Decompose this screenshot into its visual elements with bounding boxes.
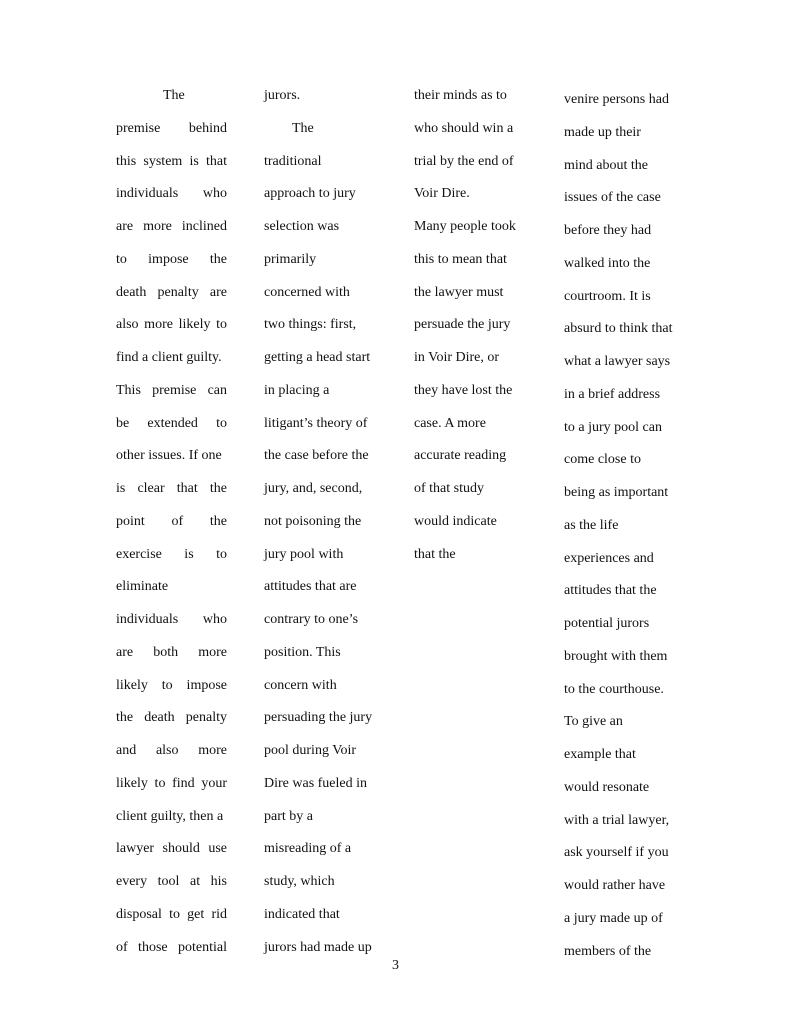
text-line: in Voir Dire, or xyxy=(414,350,500,365)
text-line: walked into the xyxy=(564,255,651,271)
text-line: mind about the xyxy=(564,157,648,173)
text-line: the lawyer must xyxy=(414,284,504,300)
text-line: are both more xyxy=(116,644,227,660)
text-line: and also more xyxy=(116,743,227,758)
text-line: This premise can xyxy=(116,382,227,398)
text-line: the case before the xyxy=(264,448,369,464)
text-line: jury, and, second, xyxy=(264,481,363,496)
text-line: study, which xyxy=(264,874,335,889)
text-line: concerned with xyxy=(264,284,350,300)
text-line: position. This xyxy=(264,644,341,660)
text-line: trial by the end of xyxy=(414,153,514,169)
text-line: pool during Voir xyxy=(264,743,357,758)
text-line: jurors. xyxy=(264,88,301,103)
text-line: eliminate xyxy=(116,579,169,595)
text-line: part by a xyxy=(264,808,313,824)
text-line: getting a head start xyxy=(264,350,371,365)
text-line: they have lost the xyxy=(414,382,513,398)
text-line: persuade the jury xyxy=(414,317,511,333)
text-line: who should win a xyxy=(414,120,514,136)
text-line: indicated that xyxy=(264,906,340,922)
text-line: find a client guilty. xyxy=(116,350,222,365)
text-line: absurd to think that xyxy=(564,321,673,337)
text-line: experiences and xyxy=(564,550,654,566)
text-line: jury pool with xyxy=(264,546,344,562)
text-line: client guilty, then a xyxy=(116,808,224,824)
text-line: death penalty are xyxy=(116,284,227,300)
text-line: this system is that xyxy=(116,153,227,169)
text-line: selection was xyxy=(264,219,340,234)
text-line: misreading of a xyxy=(264,841,352,857)
text-line: jurors had made up xyxy=(264,939,372,955)
text-line: be extended to xyxy=(116,415,227,431)
text-line: come close to xyxy=(564,452,641,468)
text-line: before they had xyxy=(564,223,652,238)
text-line: approach to jury xyxy=(264,186,356,202)
text-line: members of the xyxy=(564,943,652,959)
text-line: primarily xyxy=(264,251,317,267)
text-line: that the xyxy=(414,546,456,562)
text-line: point of the xyxy=(116,513,227,529)
text-line: other issues. If one xyxy=(116,448,222,464)
text-line: of that study xyxy=(414,481,484,496)
text-line: being as important xyxy=(564,485,669,500)
text-line: Many people took xyxy=(414,219,516,234)
text-line: likely to impose xyxy=(116,677,227,693)
text-line: issues of the case xyxy=(564,190,661,206)
text-line: to the courthouse. xyxy=(564,681,664,697)
page-number: 3 xyxy=(392,958,399,973)
text-line: disposal to get rid xyxy=(116,906,227,922)
text-line: ask yourself if you xyxy=(564,845,669,861)
text-line: would resonate xyxy=(564,779,650,795)
text-line: Dire was fueled in xyxy=(264,775,368,791)
text-line: premise behind xyxy=(116,120,227,136)
text-column-1 xyxy=(116,80,227,964)
text-column-3 xyxy=(414,80,526,571)
text-line: of those potential xyxy=(116,939,227,955)
text-line: to impose the xyxy=(116,251,227,267)
text-line: accurate reading xyxy=(414,448,507,464)
text-line: The xyxy=(163,88,185,103)
text-line: individuals who xyxy=(116,186,227,202)
text-line: litigant’s theory of xyxy=(264,415,368,431)
text-line: brought with them xyxy=(564,648,668,664)
text-line: in a brief address xyxy=(564,386,661,402)
text-line: is clear that the xyxy=(116,481,227,496)
text-line: are more inclined xyxy=(116,219,227,234)
text-line: case. A more xyxy=(414,415,486,431)
text-line: concern with xyxy=(264,677,337,693)
text-line: lawyer should use xyxy=(116,841,227,857)
text-line: this to mean that xyxy=(414,251,507,267)
text-line: example that xyxy=(564,747,636,762)
text-line: not poisoning the xyxy=(264,513,362,529)
text-column-4 xyxy=(564,84,684,968)
text-line: what a lawyer says xyxy=(564,354,671,369)
text-line: also more likely to xyxy=(116,317,227,333)
text-line: a jury made up of xyxy=(564,910,663,926)
text-line: made up their xyxy=(564,124,641,140)
text-column-2 xyxy=(264,80,382,964)
text-line: would indicate xyxy=(414,513,497,529)
text-line: two things: first, xyxy=(264,317,357,333)
text-line: courtroom. It is xyxy=(564,288,651,304)
text-line: attitudes that are xyxy=(264,579,357,595)
text-line: their minds as to xyxy=(414,88,507,103)
text-line: attitudes that the xyxy=(564,583,657,599)
text-line: Voir Dire. xyxy=(414,186,470,202)
text-line: with a trial lawyer, xyxy=(564,812,670,828)
text-line: the death penalty xyxy=(116,710,227,726)
text-line: The xyxy=(292,120,314,136)
text-line: likely to find your xyxy=(116,775,227,791)
text-line: traditional xyxy=(264,153,322,169)
text-line: as the life xyxy=(564,517,619,533)
text-line: persuading the jury xyxy=(264,710,373,726)
text-line: to a jury pool can xyxy=(564,419,662,435)
text-line: individuals who xyxy=(116,612,227,627)
text-line: contrary to one’s xyxy=(264,612,359,627)
text-line: venire persons had xyxy=(564,92,669,107)
text-line: would rather have xyxy=(564,878,666,893)
text-line: potential jurors xyxy=(564,616,650,631)
text-line: To give an xyxy=(564,714,623,730)
text-line: in placing a xyxy=(264,382,330,398)
text-line: every tool at his xyxy=(116,874,227,889)
text-line: exercise is to xyxy=(116,546,227,562)
